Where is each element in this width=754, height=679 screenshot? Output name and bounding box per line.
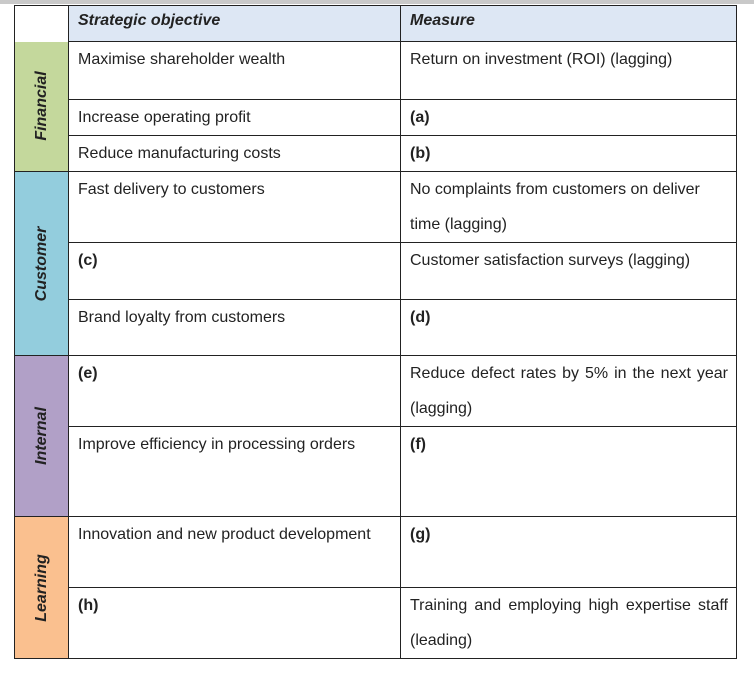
table-row — [15, 427, 737, 517]
table-row — [15, 243, 737, 300]
category-internal — [15, 356, 69, 517]
measure-cell: Return on investment (ROI) (lagging) — [401, 42, 737, 100]
header-row — [15, 6, 737, 42]
objective-cell: Increase operating profit — [69, 100, 401, 136]
objective-cell: (e) — [69, 356, 401, 427]
category-label-learning: Learning — [32, 553, 50, 622]
table-row — [15, 588, 737, 659]
header-measure: Measure — [401, 6, 737, 42]
objective-cell: (c) — [69, 243, 401, 300]
objective-cell: Fast delivery to customers — [69, 172, 401, 243]
objective-cell: (h) — [69, 588, 401, 659]
category-learning — [15, 517, 69, 659]
table-row — [15, 517, 737, 588]
objective-cell: Innovation and new product development — [69, 517, 401, 588]
measure-cell: Customer satisfaction surveys (lagging) — [401, 243, 737, 300]
table-row — [15, 300, 737, 356]
objective-cell: Brand loyalty from customers — [69, 300, 401, 356]
table-row — [15, 136, 737, 172]
header-blank-cell — [15, 6, 69, 42]
category-label-customer: Customer — [32, 226, 50, 301]
category-label-internal: Internal — [32, 407, 50, 465]
table-row — [15, 42, 737, 100]
category-financial — [15, 42, 69, 172]
measure-cell: (b) — [401, 136, 737, 172]
measure-cell: (a) — [401, 100, 737, 136]
table-row — [15, 356, 737, 427]
measure-cell: No complaints from customers on deliver time (lagging) — [401, 172, 737, 243]
measure-cell: (d) — [401, 300, 737, 356]
measure-cell: Reduce defect rates by 5% in the next year (lagging) — [401, 356, 737, 427]
measure-cell: Training and employing high expertise staff (leading) — [401, 588, 737, 659]
objective-cell: Reduce manufacturing costs — [69, 136, 401, 172]
header-objective: Strategic objective — [69, 6, 401, 42]
table-row — [15, 172, 737, 243]
objective-cell: Maximise shareholder wealth — [69, 42, 401, 100]
category-customer — [15, 172, 69, 356]
balanced-scorecard-table — [14, 5, 737, 659]
measure-cell: (f) — [401, 427, 737, 517]
measure-cell: (g) — [401, 517, 737, 588]
category-label-financial: Financial — [32, 71, 50, 141]
objective-cell: Improve efficiency in processing orders — [69, 427, 401, 517]
top-border — [0, 0, 754, 4]
table-row — [15, 100, 737, 136]
